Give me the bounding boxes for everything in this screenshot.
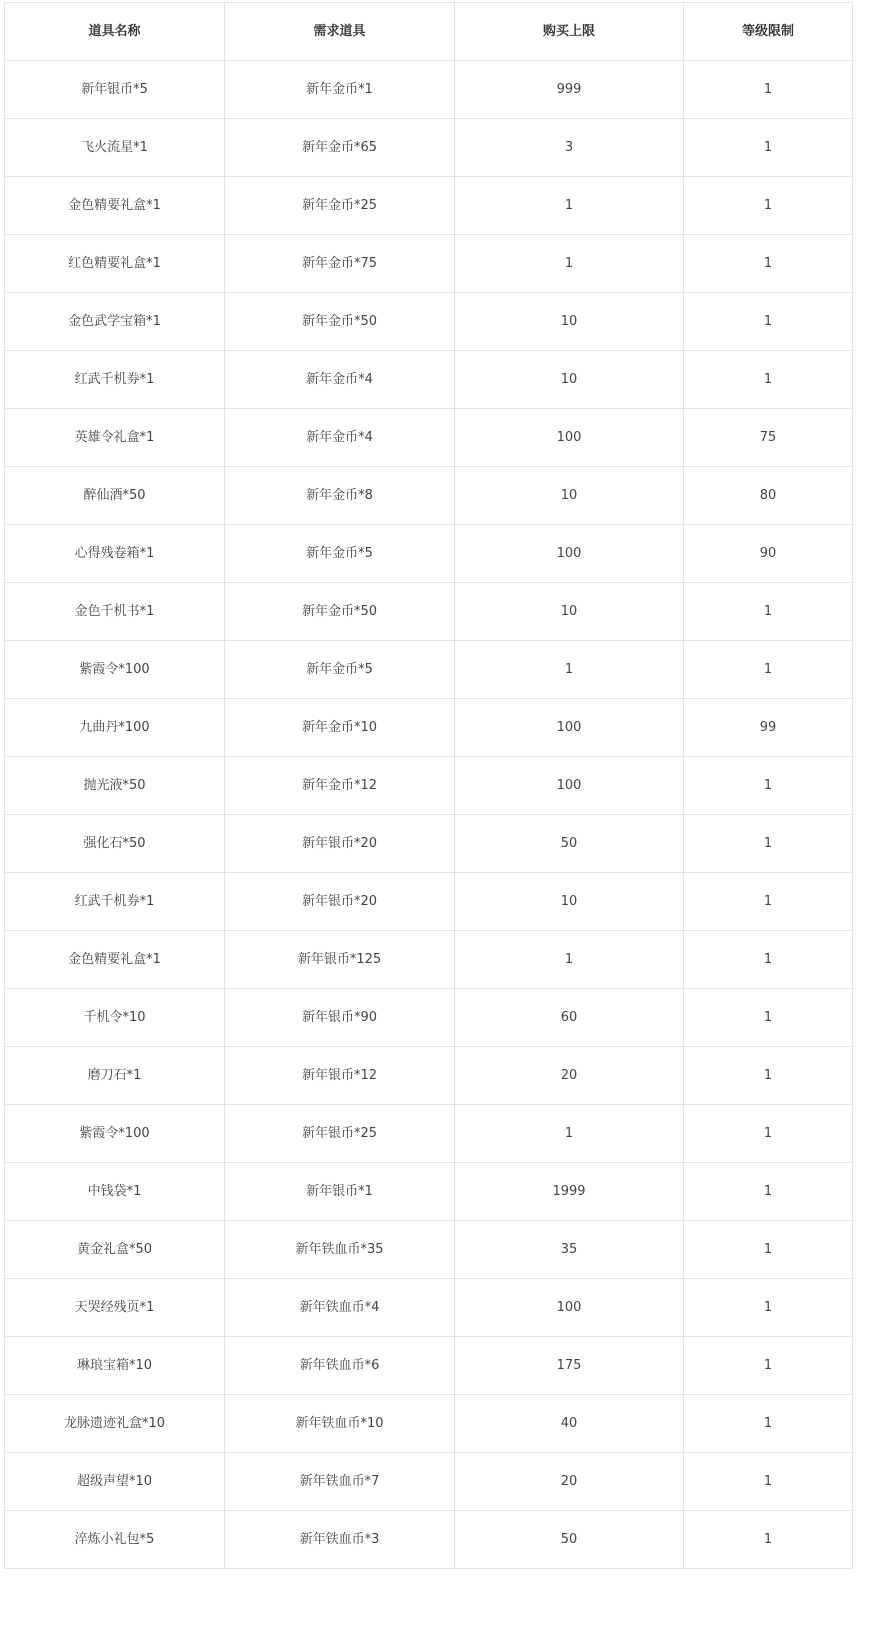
cell-purchase-limit: 10	[455, 293, 684, 351]
cell-level-limit: 1	[684, 235, 853, 293]
cell-required-item: 新年金币*5	[225, 641, 455, 699]
table-row	[5, 235, 853, 293]
cell-item-name: 天哭经残页*1	[5, 1279, 225, 1337]
cell-purchase-limit: 10	[455, 873, 684, 931]
cell-purchase-limit: 10	[455, 351, 684, 409]
cell-purchase-limit: 1999	[455, 1163, 684, 1221]
cell-item-name: 醉仙酒*50	[5, 467, 225, 525]
cell-required-item: 新年银币*1	[225, 1163, 455, 1221]
header-item-name: 道具名称	[5, 3, 225, 61]
table-body	[5, 61, 853, 1569]
cell-required-item: 新年金币*10	[225, 699, 455, 757]
cell-required-item: 新年银币*20	[225, 815, 455, 873]
cell-item-name: 红武千机券*1	[5, 873, 225, 931]
cell-item-name: 超级声望*10	[5, 1453, 225, 1511]
cell-item-name: 千机令*10	[5, 989, 225, 1047]
cell-level-limit: 1	[684, 1221, 853, 1279]
cell-item-name: 紫霞令*100	[5, 641, 225, 699]
table-row	[5, 815, 853, 873]
cell-item-name: 新年银币*5	[5, 61, 225, 119]
cell-purchase-limit: 35	[455, 1221, 684, 1279]
cell-item-name: 紫霞令*100	[5, 1105, 225, 1163]
cell-level-limit: 1	[684, 177, 853, 235]
cell-purchase-limit: 1	[455, 931, 684, 989]
cell-required-item: 新年银币*90	[225, 989, 455, 1047]
cell-required-item: 新年银币*20	[225, 873, 455, 931]
cell-item-name: 九曲丹*100	[5, 699, 225, 757]
cell-level-limit: 1	[684, 815, 853, 873]
cell-purchase-limit: 20	[455, 1453, 684, 1511]
cell-purchase-limit: 175	[455, 1337, 684, 1395]
table-row	[5, 757, 853, 815]
cell-purchase-limit: 999	[455, 61, 684, 119]
table-row	[5, 931, 853, 989]
cell-level-limit: 1	[684, 61, 853, 119]
cell-purchase-limit: 100	[455, 699, 684, 757]
cell-item-name: 淬炼小礼包*5	[5, 1511, 225, 1569]
cell-required-item: 新年金币*5	[225, 525, 455, 583]
cell-level-limit: 1	[684, 989, 853, 1047]
cell-level-limit: 90	[684, 525, 853, 583]
cell-required-item: 新年金币*4	[225, 351, 455, 409]
cell-required-item: 新年金币*65	[225, 119, 455, 177]
table-row	[5, 641, 853, 699]
item-exchange-table	[4, 2, 853, 1569]
header-purchase-limit: 购买上限	[455, 3, 684, 61]
table-row	[5, 1511, 853, 1569]
header-level-limit: 等级限制	[684, 3, 853, 61]
cell-purchase-limit: 20	[455, 1047, 684, 1105]
cell-level-limit: 1	[684, 641, 853, 699]
cell-level-limit: 1	[684, 1337, 853, 1395]
cell-required-item: 新年金币*50	[225, 293, 455, 351]
table-header-row	[5, 3, 853, 61]
table-row	[5, 467, 853, 525]
table-row	[5, 1453, 853, 1511]
cell-required-item: 新年铁血币*6	[225, 1337, 455, 1395]
cell-required-item: 新年铁血币*7	[225, 1453, 455, 1511]
cell-item-name: 金色武学宝箱*1	[5, 293, 225, 351]
cell-purchase-limit: 100	[455, 757, 684, 815]
table-row	[5, 1047, 853, 1105]
cell-level-limit: 75	[684, 409, 853, 467]
cell-item-name: 抛光液*50	[5, 757, 225, 815]
cell-required-item: 新年金币*12	[225, 757, 455, 815]
table-row	[5, 1279, 853, 1337]
cell-level-limit: 1	[684, 119, 853, 177]
cell-required-item: 新年银币*25	[225, 1105, 455, 1163]
header-required-item: 需求道具	[225, 3, 455, 61]
cell-purchase-limit: 10	[455, 467, 684, 525]
cell-purchase-limit: 1	[455, 1105, 684, 1163]
cell-item-name: 飞火流星*1	[5, 119, 225, 177]
cell-required-item: 新年银币*125	[225, 931, 455, 989]
cell-purchase-limit: 1	[455, 641, 684, 699]
cell-purchase-limit: 50	[455, 1511, 684, 1569]
cell-required-item: 新年金币*25	[225, 177, 455, 235]
table-row	[5, 351, 853, 409]
cell-level-limit: 1	[684, 1511, 853, 1569]
cell-purchase-limit: 100	[455, 409, 684, 467]
cell-item-name: 红色精要礼盒*1	[5, 235, 225, 293]
cell-required-item: 新年金币*50	[225, 583, 455, 641]
cell-purchase-limit: 60	[455, 989, 684, 1047]
cell-required-item: 新年金币*8	[225, 467, 455, 525]
table-row	[5, 525, 853, 583]
table-row	[5, 119, 853, 177]
cell-required-item: 新年金币*4	[225, 409, 455, 467]
cell-item-name: 磨刀石*1	[5, 1047, 225, 1105]
cell-item-name: 黄金礼盒*50	[5, 1221, 225, 1279]
cell-purchase-limit: 1	[455, 177, 684, 235]
table-row	[5, 1337, 853, 1395]
cell-level-limit: 1	[684, 1395, 853, 1453]
cell-required-item: 新年银币*12	[225, 1047, 455, 1105]
cell-required-item: 新年铁血币*10	[225, 1395, 455, 1453]
cell-purchase-limit: 100	[455, 525, 684, 583]
table-row	[5, 61, 853, 119]
cell-required-item: 新年铁血币*3	[225, 1511, 455, 1569]
cell-item-name: 中钱袋*1	[5, 1163, 225, 1221]
cell-purchase-limit: 50	[455, 815, 684, 873]
cell-required-item: 新年金币*1	[225, 61, 455, 119]
cell-level-limit: 1	[684, 757, 853, 815]
cell-level-limit: 1	[684, 1047, 853, 1105]
cell-level-limit: 1	[684, 873, 853, 931]
cell-item-name: 心得残卷箱*1	[5, 525, 225, 583]
table-row	[5, 293, 853, 351]
cell-required-item: 新年铁血币*4	[225, 1279, 455, 1337]
table-row	[5, 1221, 853, 1279]
cell-item-name: 金色精要礼盒*1	[5, 177, 225, 235]
cell-level-limit: 1	[684, 583, 853, 641]
table-row	[5, 409, 853, 467]
table-row	[5, 699, 853, 757]
cell-level-limit: 1	[684, 1163, 853, 1221]
cell-level-limit: 1	[684, 1279, 853, 1337]
cell-item-name: 金色千机书*1	[5, 583, 225, 641]
cell-level-limit: 99	[684, 699, 853, 757]
cell-purchase-limit: 40	[455, 1395, 684, 1453]
table-row	[5, 873, 853, 931]
cell-level-limit: 1	[684, 351, 853, 409]
cell-purchase-limit: 1	[455, 235, 684, 293]
cell-level-limit: 1	[684, 1105, 853, 1163]
cell-item-name: 强化石*50	[5, 815, 225, 873]
table-row	[5, 177, 853, 235]
cell-purchase-limit: 3	[455, 119, 684, 177]
cell-item-name: 琳琅宝箱*10	[5, 1337, 225, 1395]
cell-item-name: 红武千机券*1	[5, 351, 225, 409]
table-row	[5, 1395, 853, 1453]
table-row	[5, 989, 853, 1047]
cell-level-limit: 1	[684, 931, 853, 989]
cell-required-item: 新年金币*75	[225, 235, 455, 293]
cell-purchase-limit: 10	[455, 583, 684, 641]
cell-purchase-limit: 100	[455, 1279, 684, 1337]
cell-level-limit: 80	[684, 467, 853, 525]
table-row	[5, 1163, 853, 1221]
cell-item-name: 英雄令礼盒*1	[5, 409, 225, 467]
cell-required-item: 新年铁血币*35	[225, 1221, 455, 1279]
cell-item-name: 金色精要礼盒*1	[5, 931, 225, 989]
cell-level-limit: 1	[684, 1453, 853, 1511]
table-row	[5, 583, 853, 641]
table-row	[5, 1105, 853, 1163]
cell-item-name: 龙脉遗迹礼盒*10	[5, 1395, 225, 1453]
cell-level-limit: 1	[684, 293, 853, 351]
